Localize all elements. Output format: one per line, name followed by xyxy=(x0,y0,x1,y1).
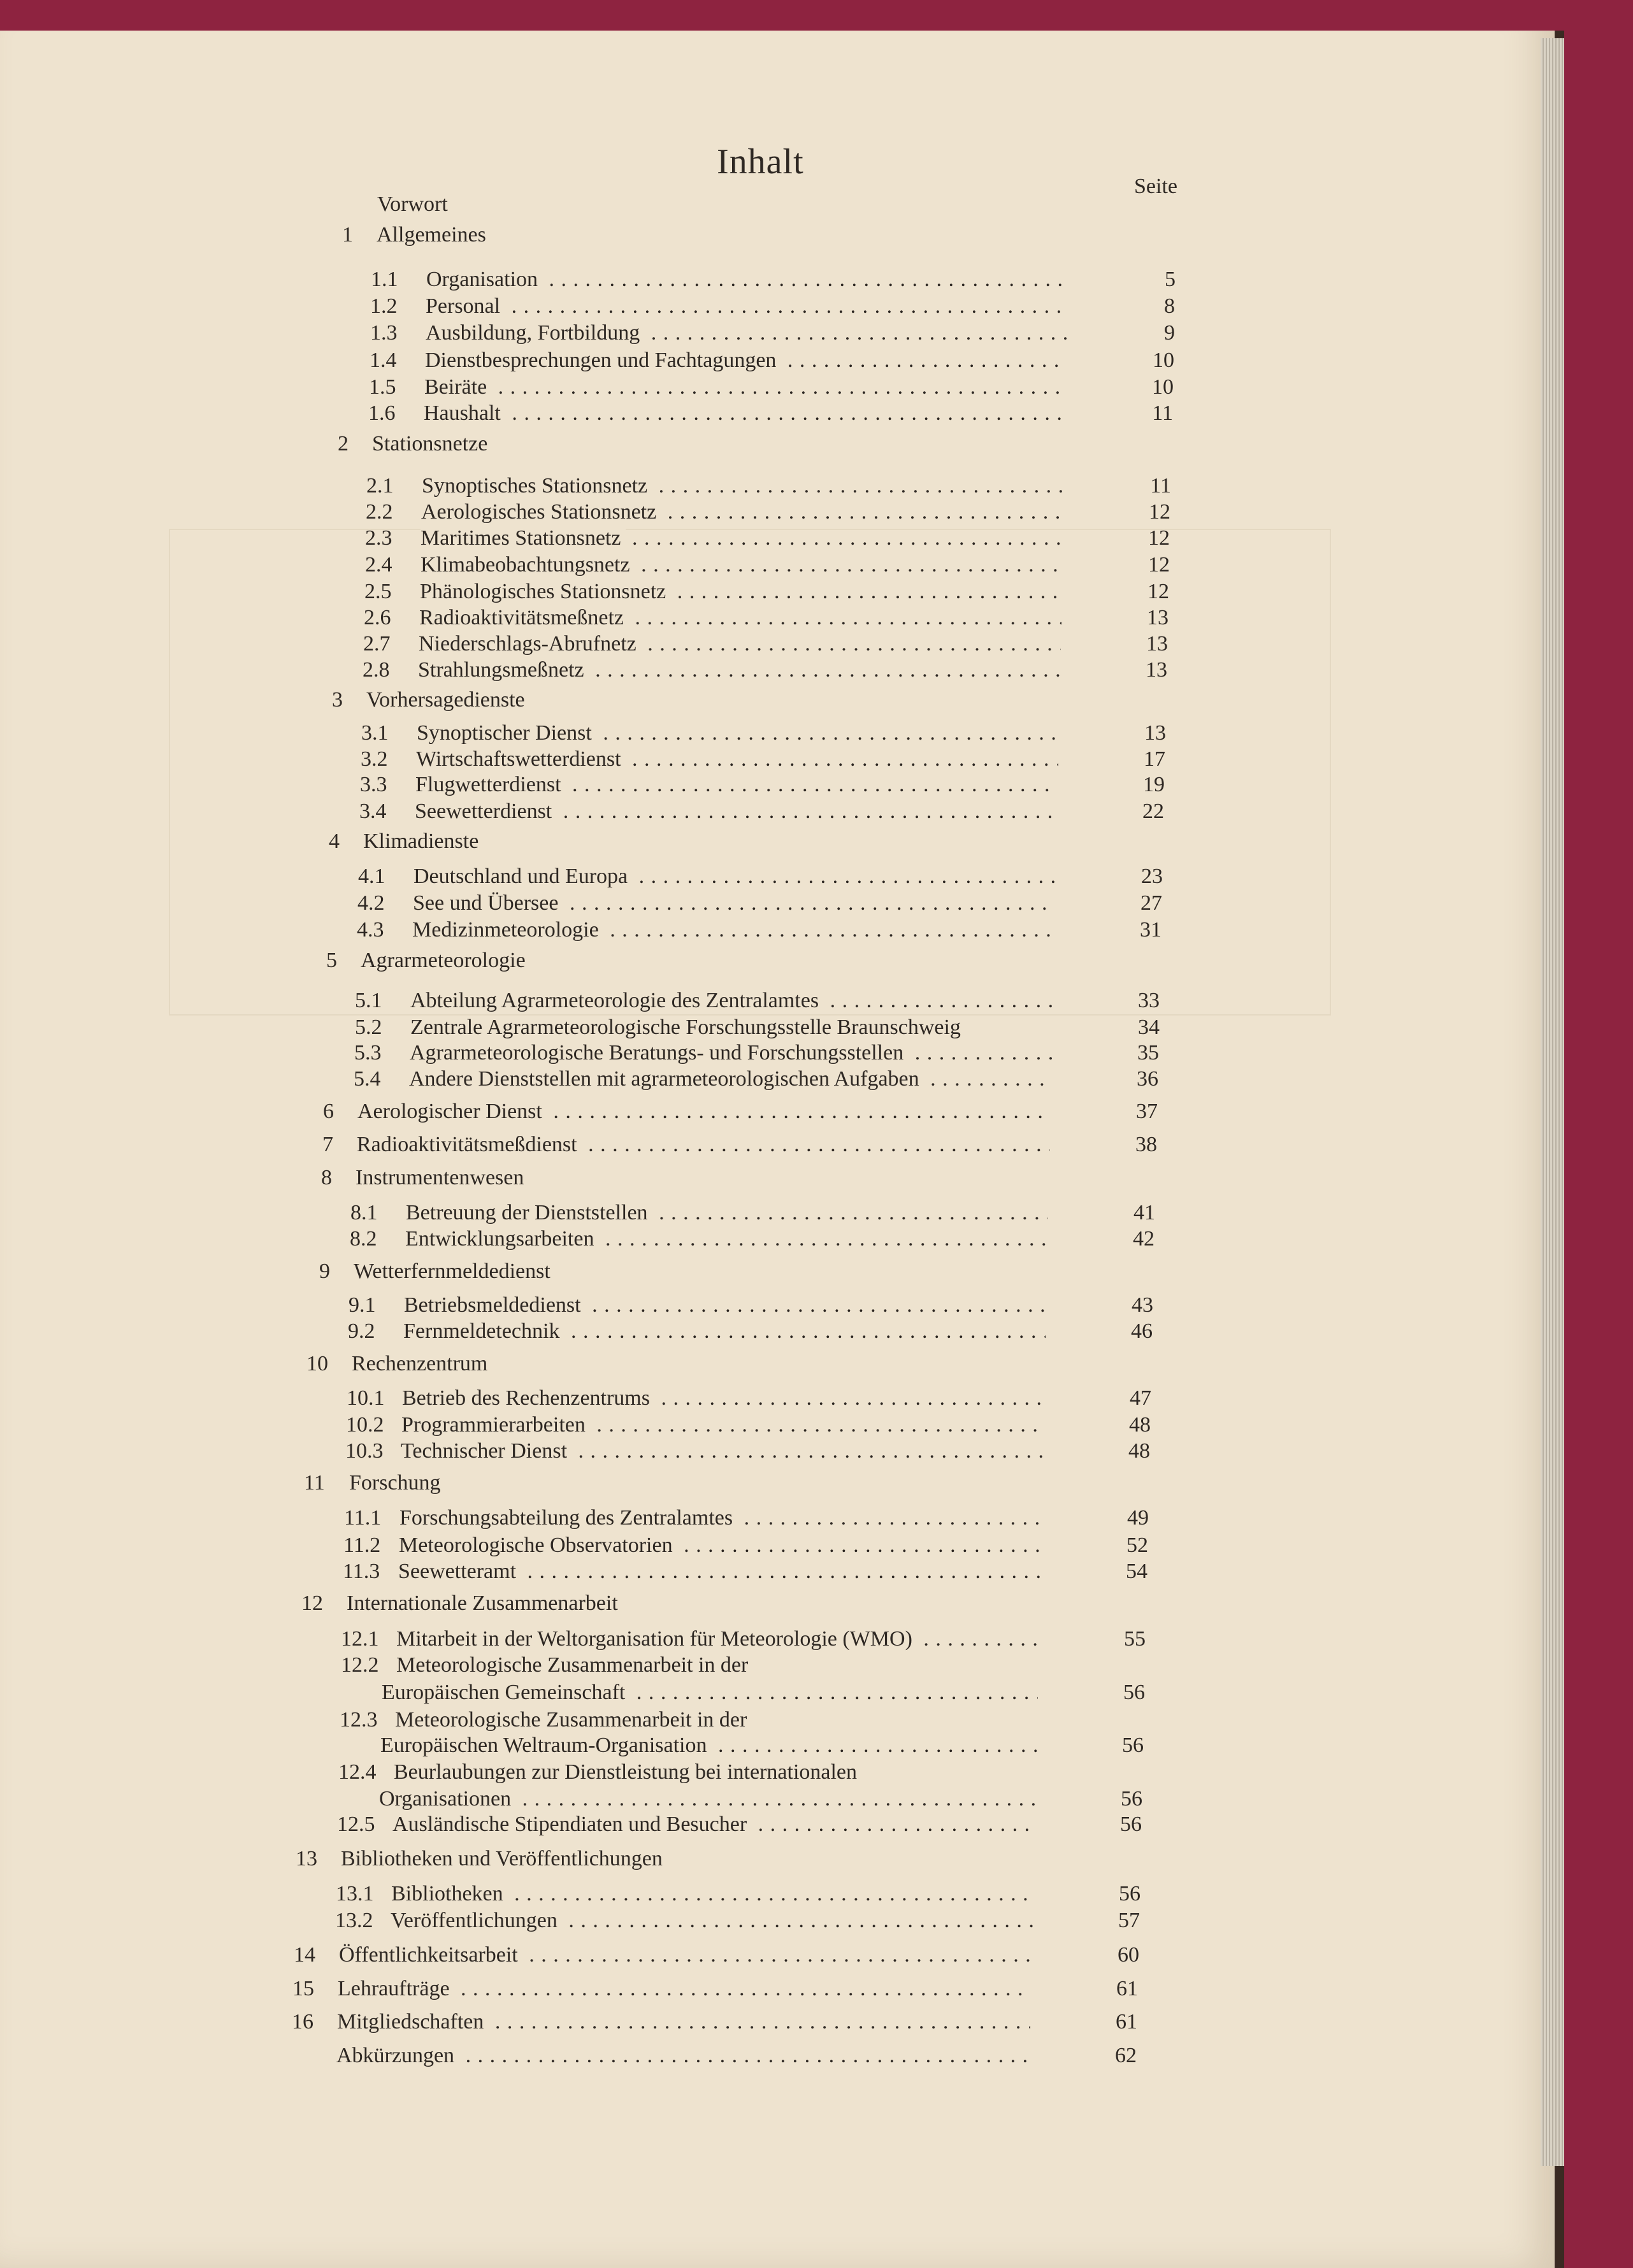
toc-entry-page: 47 xyxy=(1130,1386,1151,1410)
toc-entry-page: 19 xyxy=(1143,773,1165,796)
toc-entry xyxy=(0,2009,1555,2035)
toc-entry-number: 10.1 xyxy=(347,1386,385,1410)
page-title: Inhalt xyxy=(717,142,804,182)
toc-entry xyxy=(0,293,1555,320)
toc-entry-title-wrap xyxy=(410,987,1053,1014)
toc-entry-title: Aerologischer Dienst xyxy=(357,1100,547,1123)
toc-entry xyxy=(0,1679,1555,1706)
toc-entry-title: Ausländische Stipendiaten und Besucher xyxy=(392,1812,752,1836)
toc-entry-number: 10 xyxy=(306,1352,328,1375)
toc-entry-title-wrap xyxy=(382,1679,1038,1706)
toc-entry-page: 48 xyxy=(1128,1439,1150,1463)
toc-entry xyxy=(0,1014,1555,1041)
toc-entry-page: 13 xyxy=(1146,658,1167,682)
toc-entry xyxy=(0,1976,1555,2002)
toc-entry xyxy=(0,772,1555,798)
toc-entry xyxy=(0,687,1555,714)
toc-entry-page: 34 xyxy=(1138,1016,1160,1039)
toc-entry-page: 56 xyxy=(1120,1812,1142,1836)
toc-entry-page: 31 xyxy=(1140,918,1162,942)
toc-entry xyxy=(0,1846,1555,1872)
toc-entry-title: Dienstbesprechungen und Fachtagungen xyxy=(425,348,781,372)
toc-entry-title: Mitarbeit in der Weltorganisation für Meteorologie (WMO) xyxy=(396,1627,917,1651)
toc-entry-number: 2.6 xyxy=(364,606,391,629)
toc-entry xyxy=(0,605,1555,631)
toc-entry-title-wrap xyxy=(372,431,1065,457)
toc-entry-page: 57 xyxy=(1118,1909,1140,1932)
toc-entry-number: 12.3 xyxy=(340,1708,378,1732)
toc-entry-title: Wetterfernmeldedienst xyxy=(354,1260,556,1283)
toc-entry-number: 8 xyxy=(321,1166,332,1189)
toc-entry-page: 13 xyxy=(1146,632,1168,656)
toc-entry-title-wrap xyxy=(422,473,1064,499)
toc-entry-page: 62 xyxy=(1115,2044,1137,2067)
toc-entry xyxy=(0,1385,1555,1412)
toc-entry-title: Abkürzungen xyxy=(336,2044,459,2067)
toc-entry-page: 60 xyxy=(1118,1943,1139,1967)
toc-entry-number: 1.1 xyxy=(371,268,398,291)
toc-entry xyxy=(0,987,1555,1014)
toc-entry-title-wrap xyxy=(361,947,1054,974)
toc-entry xyxy=(0,890,1555,917)
toc-entry-title: Lehraufträge xyxy=(338,1977,455,2000)
toc-entry-page: 12 xyxy=(1148,526,1170,550)
toc-entry-page: 11 xyxy=(1150,474,1171,498)
toc-entry xyxy=(0,1258,1555,1285)
toc-entry-title-wrap xyxy=(394,1759,1036,1786)
toc-entry xyxy=(0,1590,1555,1617)
toc-entry-title-wrap xyxy=(341,1846,1034,1872)
toc-entry-title: Vorhersagedienste xyxy=(366,688,530,712)
toc-entry-title-wrap xyxy=(414,863,1056,890)
toc-entry-title-wrap xyxy=(337,2009,1030,2035)
toc-entry-page: 5 xyxy=(1165,268,1176,291)
toc-entry-number: 2.1 xyxy=(366,474,394,498)
toc-entry-title-wrap xyxy=(339,1942,1032,1969)
toc-entry-number: 14 xyxy=(294,1943,315,1967)
toc-entry-number: 3.3 xyxy=(360,773,387,796)
toc-entry-title: Instrumentenwesen xyxy=(356,1166,529,1189)
toc-entry-title: Meteorologische Zusammenarbeit in der xyxy=(395,1708,752,1732)
toc-entry-number: 12.5 xyxy=(337,1812,375,1836)
toc-entry-page: 17 xyxy=(1144,747,1165,771)
toc-entry-number: 6 xyxy=(323,1100,334,1123)
toc-entry-title-wrap xyxy=(357,1098,1051,1125)
toc-entry-number: 4.2 xyxy=(357,891,385,915)
toc-entry-number: 7 xyxy=(322,1133,333,1156)
toc-entry-title-wrap xyxy=(412,917,1054,944)
toc-entry-number: 2.7 xyxy=(363,632,391,656)
toc-entry xyxy=(0,1066,1555,1093)
toc-entry-title-wrap xyxy=(421,525,1063,552)
toc-entry-title-wrap xyxy=(424,374,1067,401)
toc-entry-title: See und Übersee xyxy=(413,891,563,915)
toc-entry-title: Allgemeines xyxy=(377,223,491,247)
toc-entry-title: Maritimes Stationsnetz xyxy=(421,526,626,550)
toc-entry-number: 4.3 xyxy=(357,918,384,942)
toc-entry-title: Andere Dienststellen mit agrarmeteorologischen Aufgaben xyxy=(409,1067,924,1091)
toc-entry xyxy=(0,863,1555,890)
toc-entry-title: Medizinmeteorologie xyxy=(412,918,604,942)
toc-entry-title-wrap xyxy=(402,1385,1044,1412)
toc-entry xyxy=(0,798,1555,825)
toc-entry-title: Klimabeobachtungsnetz xyxy=(421,553,635,577)
toc-entry-number: 2 xyxy=(338,432,349,456)
toc-entry xyxy=(0,1226,1555,1252)
toc-entry-number: 10.3 xyxy=(345,1439,384,1463)
toc-entry-title: Stationsnetze xyxy=(372,432,493,456)
toc-entry-title-wrap xyxy=(377,222,1070,248)
toc-entry-number: 5.1 xyxy=(355,989,382,1012)
toc-entry-number: 8.1 xyxy=(350,1201,378,1224)
toc-entry-number: 1.6 xyxy=(368,401,396,425)
toc-entry xyxy=(0,1942,1555,1969)
toc-entry-page: 43 xyxy=(1132,1293,1153,1317)
toc-entry xyxy=(0,578,1555,605)
toc-entry-page: 22 xyxy=(1142,800,1164,823)
toc-entry-number: 16 xyxy=(292,2010,313,2034)
toc-entry-title: Technischer Dienst xyxy=(401,1439,572,1463)
toc-entry-number: 2.4 xyxy=(365,553,392,577)
toc-entry-title: Rechenzentrum xyxy=(352,1352,493,1375)
toc-entry xyxy=(0,1732,1555,1759)
toc-entry xyxy=(0,320,1555,347)
toc-entry-title-wrap xyxy=(426,266,1068,293)
toc-entry xyxy=(0,1131,1555,1158)
toc-entry-title: Forschung xyxy=(349,1471,446,1495)
toc-entry-title-wrap xyxy=(377,191,1070,218)
toc-entry-number: 12 xyxy=(301,1591,323,1615)
toc-entry-title-wrap xyxy=(336,2042,1030,2069)
toc-entry-title-wrap xyxy=(419,605,1061,631)
toc-entry xyxy=(0,525,1555,552)
toc-entry-page: 12 xyxy=(1147,580,1169,603)
toc-entry-title-wrap xyxy=(392,1811,1035,1838)
toc-entry-title: Mitgliedschaften xyxy=(337,2010,489,2034)
toc-entry-title: Synoptischer Dienst xyxy=(417,721,597,745)
toc-entry-title-wrap xyxy=(416,746,1058,773)
toc-entry-page: 61 xyxy=(1116,2010,1137,2034)
toc-entry-number: 9.2 xyxy=(348,1319,375,1343)
toc-entry-title-wrap xyxy=(395,1707,1037,1733)
toc-entry-title-wrap xyxy=(413,890,1055,917)
toc-entry-number: 1.3 xyxy=(370,321,398,345)
toc-entry-page: 27 xyxy=(1140,891,1162,915)
toc-entry xyxy=(0,657,1555,684)
toc-entry-title: Meteorologische Observatorien xyxy=(399,1533,678,1557)
toc-entry xyxy=(0,1412,1555,1439)
toc-entry-title: Zentrale Agrarmeteorologische Forschungsstelle Braunschweig xyxy=(410,1016,966,1039)
toc-entry xyxy=(0,266,1555,293)
toc-entry-title-wrap xyxy=(401,1412,1044,1439)
toc-entry-title-wrap xyxy=(366,687,1060,714)
toc-entry-title: Programmierarbeiten xyxy=(401,1413,591,1437)
toc-entry-number: 2.5 xyxy=(364,580,392,603)
toc-entry-title: Europäischen Weltraum-Organisation xyxy=(380,1733,712,1757)
toc-entry-page: 56 xyxy=(1123,1681,1145,1704)
toc-entry-page: 33 xyxy=(1138,989,1160,1012)
toc-entry-number: 3 xyxy=(332,688,343,712)
toc-entry-title: Forschungsabteilung des Zentralamtes xyxy=(399,1506,738,1530)
toc-entry-number: 11.3 xyxy=(343,1560,380,1583)
toc-entry-number: 11.2 xyxy=(343,1533,381,1557)
toc-entry-title-wrap xyxy=(409,1066,1051,1093)
toc-entry xyxy=(0,720,1555,747)
toc-entry xyxy=(0,1470,1555,1496)
toc-entry-title: Öffentlichkeitsarbeit xyxy=(339,1943,523,1967)
toc-entry xyxy=(0,1505,1555,1532)
toc-entry-page: 56 xyxy=(1122,1733,1144,1757)
toc-entry xyxy=(0,1040,1555,1066)
toc-entry-title-wrap xyxy=(338,1976,1031,2002)
toc-entry-number: 3.4 xyxy=(359,800,387,823)
toc-entry xyxy=(0,1811,1555,1838)
toc-entry xyxy=(0,746,1555,773)
toc-entry-number: 9 xyxy=(319,1260,330,1283)
toc-entry xyxy=(0,917,1555,944)
toc-entry-title-wrap xyxy=(418,657,1060,684)
toc-entry-page: 48 xyxy=(1129,1413,1151,1437)
toc-entry-number: 11 xyxy=(304,1471,325,1495)
toc-entry-page: 52 xyxy=(1126,1533,1148,1557)
toc-entry-title: Seewetterdienst xyxy=(415,800,557,823)
toc-entry xyxy=(0,1652,1555,1679)
toc-entry-title-wrap xyxy=(410,1040,1052,1066)
toc-entry-title: Strahlungsmeßnetz xyxy=(418,658,589,682)
toc-entry-title-wrap xyxy=(415,772,1058,798)
toc-entry-title-wrap xyxy=(426,320,1068,347)
toc-entry xyxy=(0,2042,1555,2069)
toc-entry-title-wrap xyxy=(420,578,1062,605)
toc-entry-title-wrap xyxy=(421,499,1063,526)
toc-entry-title-wrap xyxy=(419,631,1061,657)
toc-entry xyxy=(0,1707,1555,1733)
toc-entry-title: Beiräte xyxy=(424,375,492,399)
toc-entry xyxy=(0,1292,1555,1319)
toc-entry-title-wrap xyxy=(354,1258,1047,1285)
toc-entry-title: Aerologisches Stationsnetz xyxy=(421,500,661,524)
toc-entry xyxy=(0,1165,1555,1191)
toc-entry xyxy=(0,631,1555,657)
toc-entry-number: 2.2 xyxy=(366,500,393,524)
toc-entry-page: 12 xyxy=(1148,553,1170,577)
toc-entry-title-wrap xyxy=(356,1165,1049,1191)
toc-entry-title: Beurlaubungen zur Dienstleistung bei internationalen xyxy=(394,1760,862,1784)
toc-entry-title-wrap xyxy=(426,293,1068,320)
toc-entry-page: 13 xyxy=(1144,721,1166,745)
toc-entry-title: Bibliotheken und Veröffentlichungen xyxy=(341,1847,668,1870)
toc-entry-title-wrap xyxy=(410,1014,1053,1041)
toc-entry-title: Betreuung der Dienststellen xyxy=(406,1201,653,1224)
toc-entry-page: 13 xyxy=(1147,606,1169,629)
toc-entry-title-wrap xyxy=(424,400,1066,427)
toc-entry-page: 54 xyxy=(1126,1560,1147,1583)
toc-entry-title-wrap xyxy=(398,1558,1040,1585)
toc-entry-title-wrap xyxy=(352,1351,1045,1377)
toc-entry-title: Abteilung Agrarmeteorologie des Zentralamtes xyxy=(410,989,824,1012)
toc-entry-title: Niederschlags-Abrufnetz xyxy=(419,632,642,656)
toc-entry-title: Europäischen Gemeinschaft xyxy=(382,1681,630,1704)
toc-entry xyxy=(0,347,1555,374)
toc-entry-number: 8.2 xyxy=(350,1227,377,1251)
toc-entry xyxy=(0,1200,1555,1226)
toc-entry-title-wrap xyxy=(405,1226,1047,1252)
toc-entry xyxy=(0,1438,1555,1465)
toc-entry xyxy=(0,222,1555,248)
toc-entry-title-wrap xyxy=(417,720,1059,747)
toc-entry-number: 5.4 xyxy=(354,1067,381,1091)
book-cover xyxy=(1564,0,1633,2268)
toc-entry xyxy=(0,1786,1555,1812)
toc-entry-title: Betrieb des Rechenzentrums xyxy=(402,1386,655,1410)
toc-entry-number: 4 xyxy=(329,829,340,853)
toc-entry-number: 1.4 xyxy=(370,348,397,372)
toc-entry-title: Meteorologische Zusammenarbeit in der xyxy=(396,1653,753,1677)
toc-entry-title: Klimadienste xyxy=(363,829,484,853)
toc-entry-title: Entwicklungsarbeiten xyxy=(405,1227,599,1251)
toc-entry-title-wrap xyxy=(415,798,1057,825)
toc-entry-title-wrap xyxy=(404,1292,1046,1319)
toc-entry-number: 2.8 xyxy=(363,658,390,682)
toc-entry-number: 5 xyxy=(326,949,337,972)
toc-entry-page: 12 xyxy=(1149,500,1170,524)
toc-entry-title-wrap xyxy=(425,347,1067,374)
toc-entry-title: Ausbildung, Fortbildung xyxy=(426,321,645,345)
toc-entry-number: 5.3 xyxy=(354,1041,382,1065)
toc-entry-number: 12.4 xyxy=(338,1760,377,1784)
toc-entry-title: Agrarmeteorologische Beratungs- und Forschungsstellen xyxy=(410,1041,909,1065)
toc-entry-page: 55 xyxy=(1124,1627,1146,1651)
toc-entry-title: Personal xyxy=(426,294,505,318)
toc-entry-title-wrap xyxy=(391,1907,1033,1934)
toc-entry xyxy=(0,473,1555,499)
toc-entry-number: 2.3 xyxy=(365,526,392,550)
toc-entry xyxy=(0,374,1555,401)
toc-entry-page: 41 xyxy=(1133,1201,1155,1224)
toc-entry-number: 1.2 xyxy=(370,294,398,318)
toc-entry-number: 5.2 xyxy=(355,1016,382,1039)
toc-entry-title: Synoptisches Stationsnetz xyxy=(422,474,652,498)
toc-entry xyxy=(0,1532,1555,1559)
toc-entry-title-wrap xyxy=(357,1131,1050,1158)
toc-entry-title-wrap xyxy=(347,1590,1040,1617)
toc-entry-title-wrap xyxy=(396,1626,1039,1653)
toc-entry-number: 3.2 xyxy=(361,747,388,771)
toc-entry-title-wrap xyxy=(363,828,1056,855)
toc-entry-number: 13 xyxy=(296,1847,317,1870)
toc-entry xyxy=(0,1318,1555,1345)
toc-entry-page: 46 xyxy=(1131,1319,1153,1343)
toc-entry xyxy=(0,1881,1555,1907)
toc-entry xyxy=(0,191,1555,218)
toc-entry-title: Betriebsmeldedienst xyxy=(404,1293,586,1317)
toc-entry-number: 1 xyxy=(342,223,353,247)
toc-entry-title: Flugwetterdienst xyxy=(415,773,566,796)
toc-entry-title-wrap xyxy=(421,552,1063,578)
toc-entry xyxy=(0,947,1555,974)
toc-entry-title: Seewetteramt xyxy=(398,1560,521,1583)
toc-entry-number: 3.1 xyxy=(361,721,389,745)
toc-entry-title: Deutschland und Europa xyxy=(414,865,633,888)
toc-entry-title: Fernmeldetechnik xyxy=(403,1319,565,1343)
toc-entry xyxy=(0,1907,1555,1934)
toc-entry xyxy=(0,431,1555,457)
toc-entry xyxy=(0,1558,1555,1585)
toc-entry-number: 10.2 xyxy=(346,1413,384,1437)
toc-entry-title: Bibliotheken xyxy=(391,1882,508,1906)
toc-entry-title-wrap xyxy=(380,1732,1037,1759)
toc-entry xyxy=(0,1626,1555,1653)
toc-entry-title: Internationale Zusammenarbeit xyxy=(347,1591,623,1615)
toc-entry-title: Agrarmeteorologie xyxy=(361,949,531,972)
toc-entry-title-wrap xyxy=(349,1470,1042,1496)
toc-entry-title: Phänologisches Stationsnetz xyxy=(420,580,671,603)
toc-entry-number: 15 xyxy=(292,1977,314,2000)
toc-entry-page: 42 xyxy=(1133,1227,1155,1251)
toc-entry-title-wrap xyxy=(379,1786,1035,1812)
toc-entry-page: 9 xyxy=(1164,321,1175,345)
toc-entry-title: Haushalt xyxy=(424,401,506,425)
toc-entry-title-wrap xyxy=(403,1318,1046,1345)
page-column-label: Seite xyxy=(1134,175,1177,198)
toc-entry xyxy=(0,828,1555,855)
toc-entry-number: 11.1 xyxy=(344,1506,382,1530)
toc-entry-number: 12.1 xyxy=(341,1627,379,1651)
toc-entry-page: 61 xyxy=(1116,1977,1138,2000)
toc-entry-title: Veröffentlichungen xyxy=(391,1909,563,1932)
toc-entry-number: 4.1 xyxy=(358,865,385,888)
toc-entry-title-wrap xyxy=(406,1200,1048,1226)
toc-entry xyxy=(0,1351,1555,1377)
toc-entry-page: 56 xyxy=(1121,1787,1142,1811)
toc-entry-title: Organisation xyxy=(426,268,543,291)
toc-entry-page: 10 xyxy=(1152,375,1174,399)
toc-entry xyxy=(0,552,1555,578)
toc-entry xyxy=(0,1759,1555,1786)
toc-entry-page: 56 xyxy=(1119,1882,1140,1906)
toc-entry-page: 8 xyxy=(1164,294,1175,318)
toc-entry-page: 23 xyxy=(1141,865,1163,888)
toc-entry-number: 12.2 xyxy=(341,1653,379,1677)
toc-entry-title-wrap xyxy=(399,1505,1042,1532)
toc-entry-page: 37 xyxy=(1136,1100,1158,1123)
toc-entry-number: 1.5 xyxy=(369,375,396,399)
toc-entry-title-wrap xyxy=(399,1532,1041,1559)
toc-entry-title: Vorwort xyxy=(377,192,453,216)
toc-entry-page: 38 xyxy=(1135,1133,1157,1156)
toc-entry-title: Radioaktivitätsmeßdienst xyxy=(357,1133,582,1156)
toc-entry-page: 49 xyxy=(1127,1506,1149,1530)
toc-entry-page: 10 xyxy=(1153,348,1174,372)
toc-entry xyxy=(0,400,1555,427)
toc-entry-title: Wirtschaftswetterdienst xyxy=(416,747,626,771)
toc-entry-title: Radioaktivitätsmeßnetz xyxy=(419,606,629,629)
toc-entry-title: Organisationen xyxy=(379,1787,516,1811)
toc-entry-page: 36 xyxy=(1137,1067,1158,1091)
toc-entry xyxy=(0,1098,1555,1125)
toc-entry-page: 35 xyxy=(1137,1041,1159,1065)
toc-entry-number: 9.1 xyxy=(349,1293,376,1317)
toc-entry xyxy=(0,499,1555,526)
toc-entry-title-wrap xyxy=(401,1438,1043,1465)
toc-entry-title-wrap xyxy=(391,1881,1033,1907)
toc-entry-page: 11 xyxy=(1152,401,1173,425)
toc-entry-number: 13.1 xyxy=(336,1882,374,1906)
toc-entry-number: 13.2 xyxy=(335,1909,373,1932)
toc-entry-title-wrap xyxy=(396,1652,1039,1679)
